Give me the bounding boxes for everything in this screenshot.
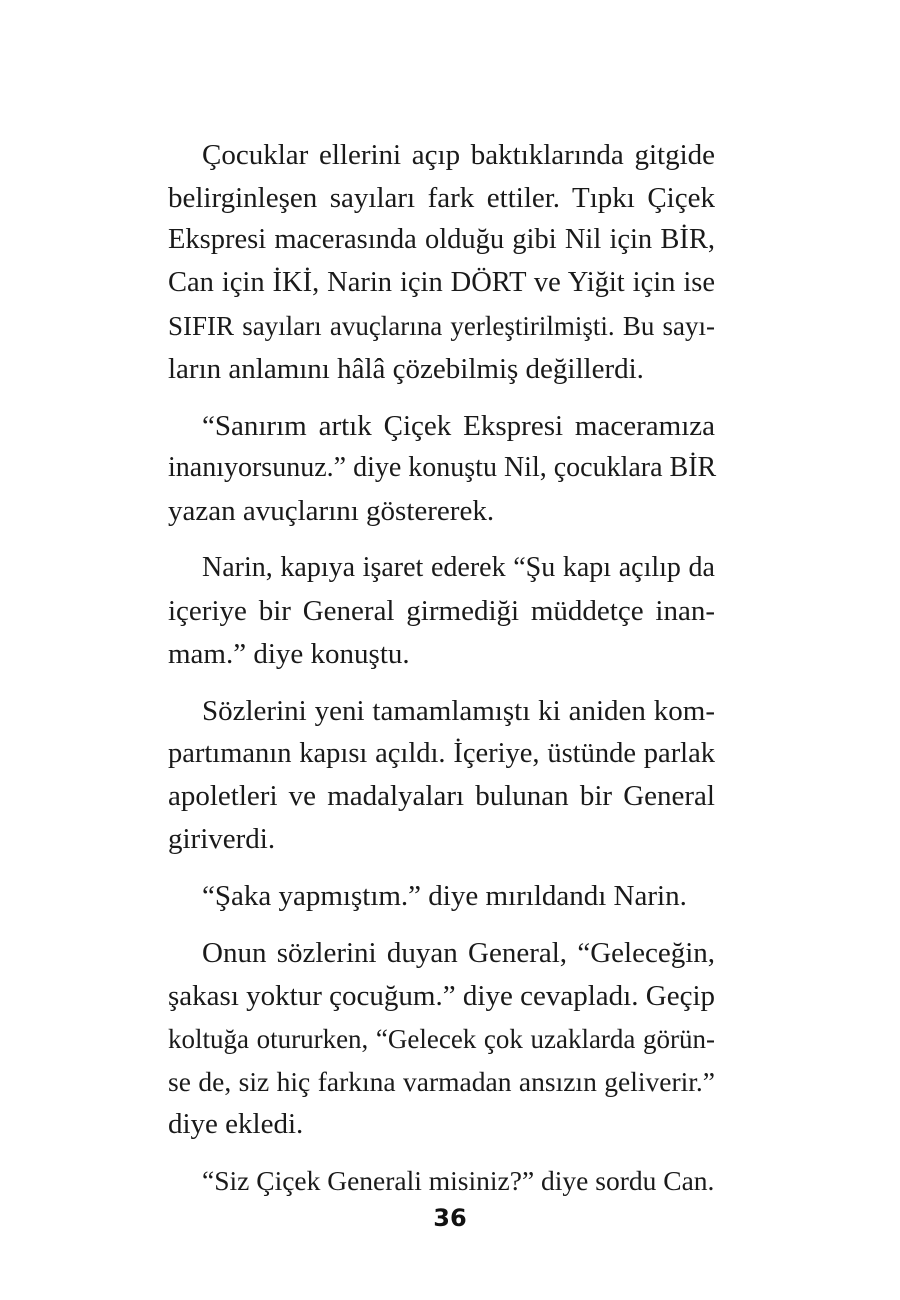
text-line: Onun sözlerini duyan General, “Geleceğin, — [202, 937, 715, 970]
text-line: Can için İKİ, Narin için DÖRT ve Yiğit için ise — [168, 267, 715, 299]
text-line: partımanın kapısı açıldı. İçeriye, üstünde parlak — [168, 737, 715, 769]
text-line: apoletleri ve madalyaları bulunan bir General — [168, 780, 715, 813]
text-line: şakası yoktur çocuğum.” diye cevapladı. Geçip — [168, 980, 715, 1013]
text-line: Çocuklar ellerini açıp baktıklarında gitgide — [202, 139, 715, 171]
paragraph — [168, 134, 715, 390]
text-line: belirginleşen sayıları fark ettiler. Tıpkı Çiçek — [168, 181, 715, 214]
text-line: inanıyorsunuz.” diye konuştu Nil, çocuklara BİR — [168, 452, 717, 484]
text-line: Narin, kapıya işaret ederek “Şu kapı açılıp da — [202, 552, 715, 584]
paragraph — [168, 932, 715, 1146]
paragraph — [168, 547, 715, 675]
text-line: yazan avuçlarını göstererek. — [168, 495, 495, 528]
text-line: koltuğa otururken, “Gelecek çok uzaklarda görün- — [168, 1023, 715, 1054]
text-line: Sözlerini yeni tamamlamıştı ki aniden kom- — [202, 694, 715, 727]
text-line: se de, siz hiç farkına varmadan ansızın geliverir.” — [168, 1065, 715, 1097]
page-number: 36 — [433, 1204, 467, 1232]
paragraph — [168, 405, 715, 533]
paragraph — [168, 690, 715, 861]
text-line: giriverdi. — [168, 823, 276, 856]
paragraph — [168, 1160, 715, 1203]
text-line: SIFIR sayıları avuçlarına yerleştirilmişti. Bu sayı- — [168, 310, 715, 341]
text-line: Ekspresi macerasında olduğu gibi Nil için BİR, — [168, 224, 715, 256]
text-line: mam.” diye konuştu. — [168, 637, 410, 670]
text-line: diye ekledi. — [168, 1108, 304, 1141]
text-line: “Siz Çiçek Generali misiniz?” diye sordu Can. — [202, 1165, 715, 1197]
text-line: “Sanırım artık Çiçek Ekspresi maceramıza — [202, 409, 715, 442]
paragraph — [168, 875, 715, 918]
text-line: içeriye bir General girmediği müddetçe inan- — [168, 595, 715, 628]
text-line: ların anlamını hâlâ çözebilmiş değillerdi. — [168, 352, 644, 385]
text-line: “Şaka yapmıştım.” diye mırıldandı Narin. — [202, 880, 687, 913]
body-text — [168, 134, 715, 1218]
